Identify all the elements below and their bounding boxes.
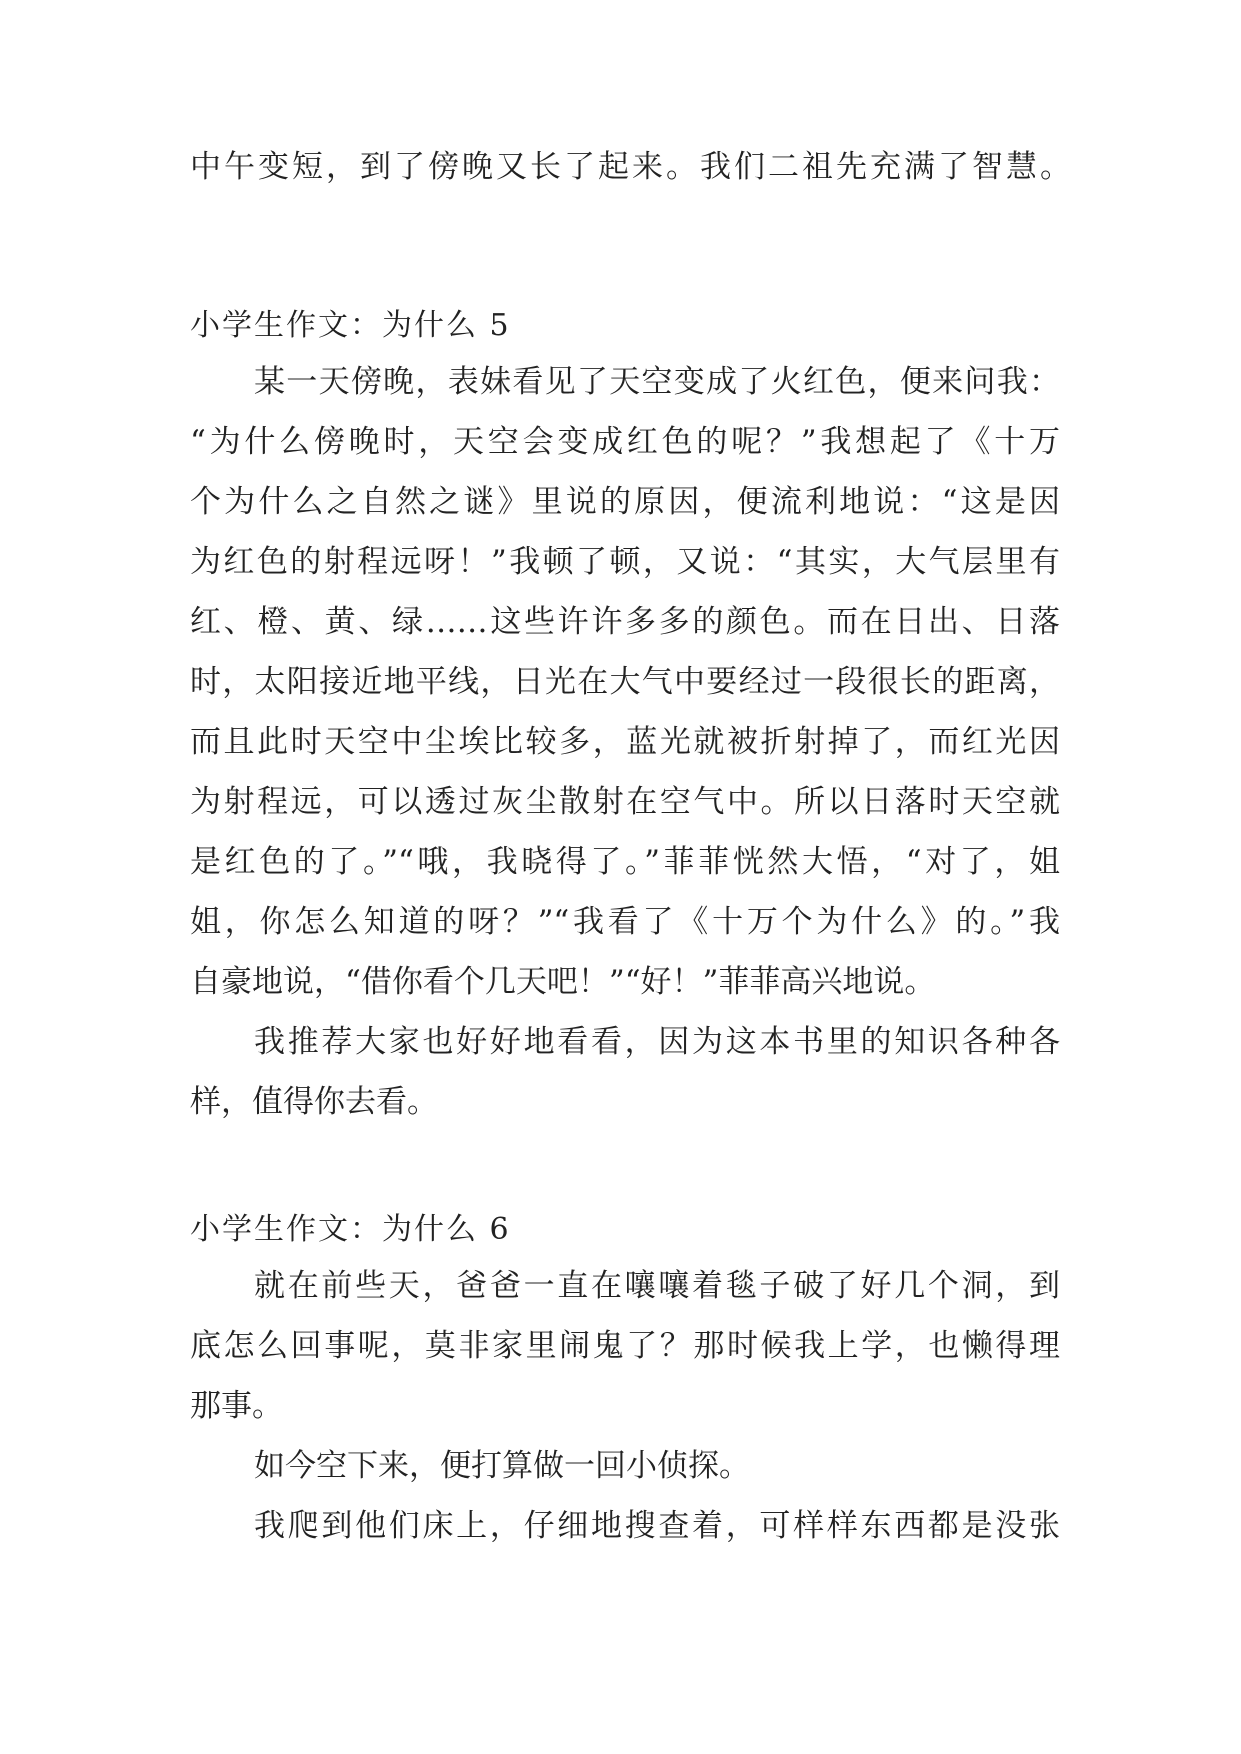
essay-5-section xyxy=(190,296,1060,356)
essay-6-title: 小学生作文：为什么 6 xyxy=(190,1212,511,1247)
text-line: 我爬到他们床上，仔细地搜查着，可样样东西都是没张 xyxy=(254,1508,1060,1544)
text-line: 那事。 xyxy=(190,1388,283,1424)
text-line: 自豪地说，“借你看个几天吧！”“好！”菲菲高兴地说。 xyxy=(190,964,936,1000)
essay-5-paragraph-1 xyxy=(190,352,1060,1012)
text-line: 中午变短，到了傍晚又长了起来。我们二祖先充满了智慧。 xyxy=(190,149,1074,185)
text-line: 个为什么之自然之谜》里说的原因，便流利地说：“这是因 xyxy=(190,484,1060,520)
text-line: 我推荐大家也好好地看看，因为这本书里的知识各种各 xyxy=(254,1024,1060,1060)
essay-6-paragraph-3 xyxy=(190,1496,1060,1556)
text-line: 如今空下来，便打算做一回小侦探。 xyxy=(254,1448,750,1484)
text-line: 时，太阳接近地平线，日光在大气中要经过一段很长的距离， xyxy=(190,664,1060,700)
text-line: 而且此时天空中尘埃比较多，蓝光就被折射掉了，而红光因 xyxy=(190,724,1060,760)
text-line: 是红色的了。”“哦，我晓得了。”菲菲恍然大悟，“对了，姐 xyxy=(190,844,1060,880)
text-line: 样，值得你去看。 xyxy=(190,1084,438,1120)
text-line: 为红色的射程远呀！”我顿了顿，又说：“其实，大气层里有 xyxy=(190,544,1060,580)
text-line: 红、橙、黄、绿……这些许许多多的颜色。而在日出、日落 xyxy=(190,604,1060,640)
text-line: “为什么傍晚时，天空会变成红色的呢？”我想起了《十万 xyxy=(190,424,1060,460)
continued-paragraph xyxy=(190,137,1074,197)
essay-6-section xyxy=(190,1200,1060,1260)
text-line: 为射程远，可以透过灰尘散射在空气中。所以日落时天空就 xyxy=(190,784,1060,820)
essay-5-title: 小学生作文：为什么 5 xyxy=(190,308,511,343)
essay-6-paragraph-2 xyxy=(190,1436,1060,1496)
text-line: 某一天傍晚，表妹看见了天空变成了火红色，便来问我： xyxy=(254,364,1060,400)
essay-5-paragraph-2 xyxy=(190,1012,1060,1132)
essay-6-paragraph-1 xyxy=(190,1256,1060,1436)
text-line: 姐，你怎么知道的呀？”“我看了《十万个为什么》的。”我 xyxy=(190,904,1060,940)
text-line: 就在前些天，爸爸一直在嚷嚷着毯子破了好几个洞，到 xyxy=(254,1268,1060,1304)
text-line: 底怎么回事呢，莫非家里闹鬼了？那时候我上学，也懒得理 xyxy=(190,1328,1060,1364)
